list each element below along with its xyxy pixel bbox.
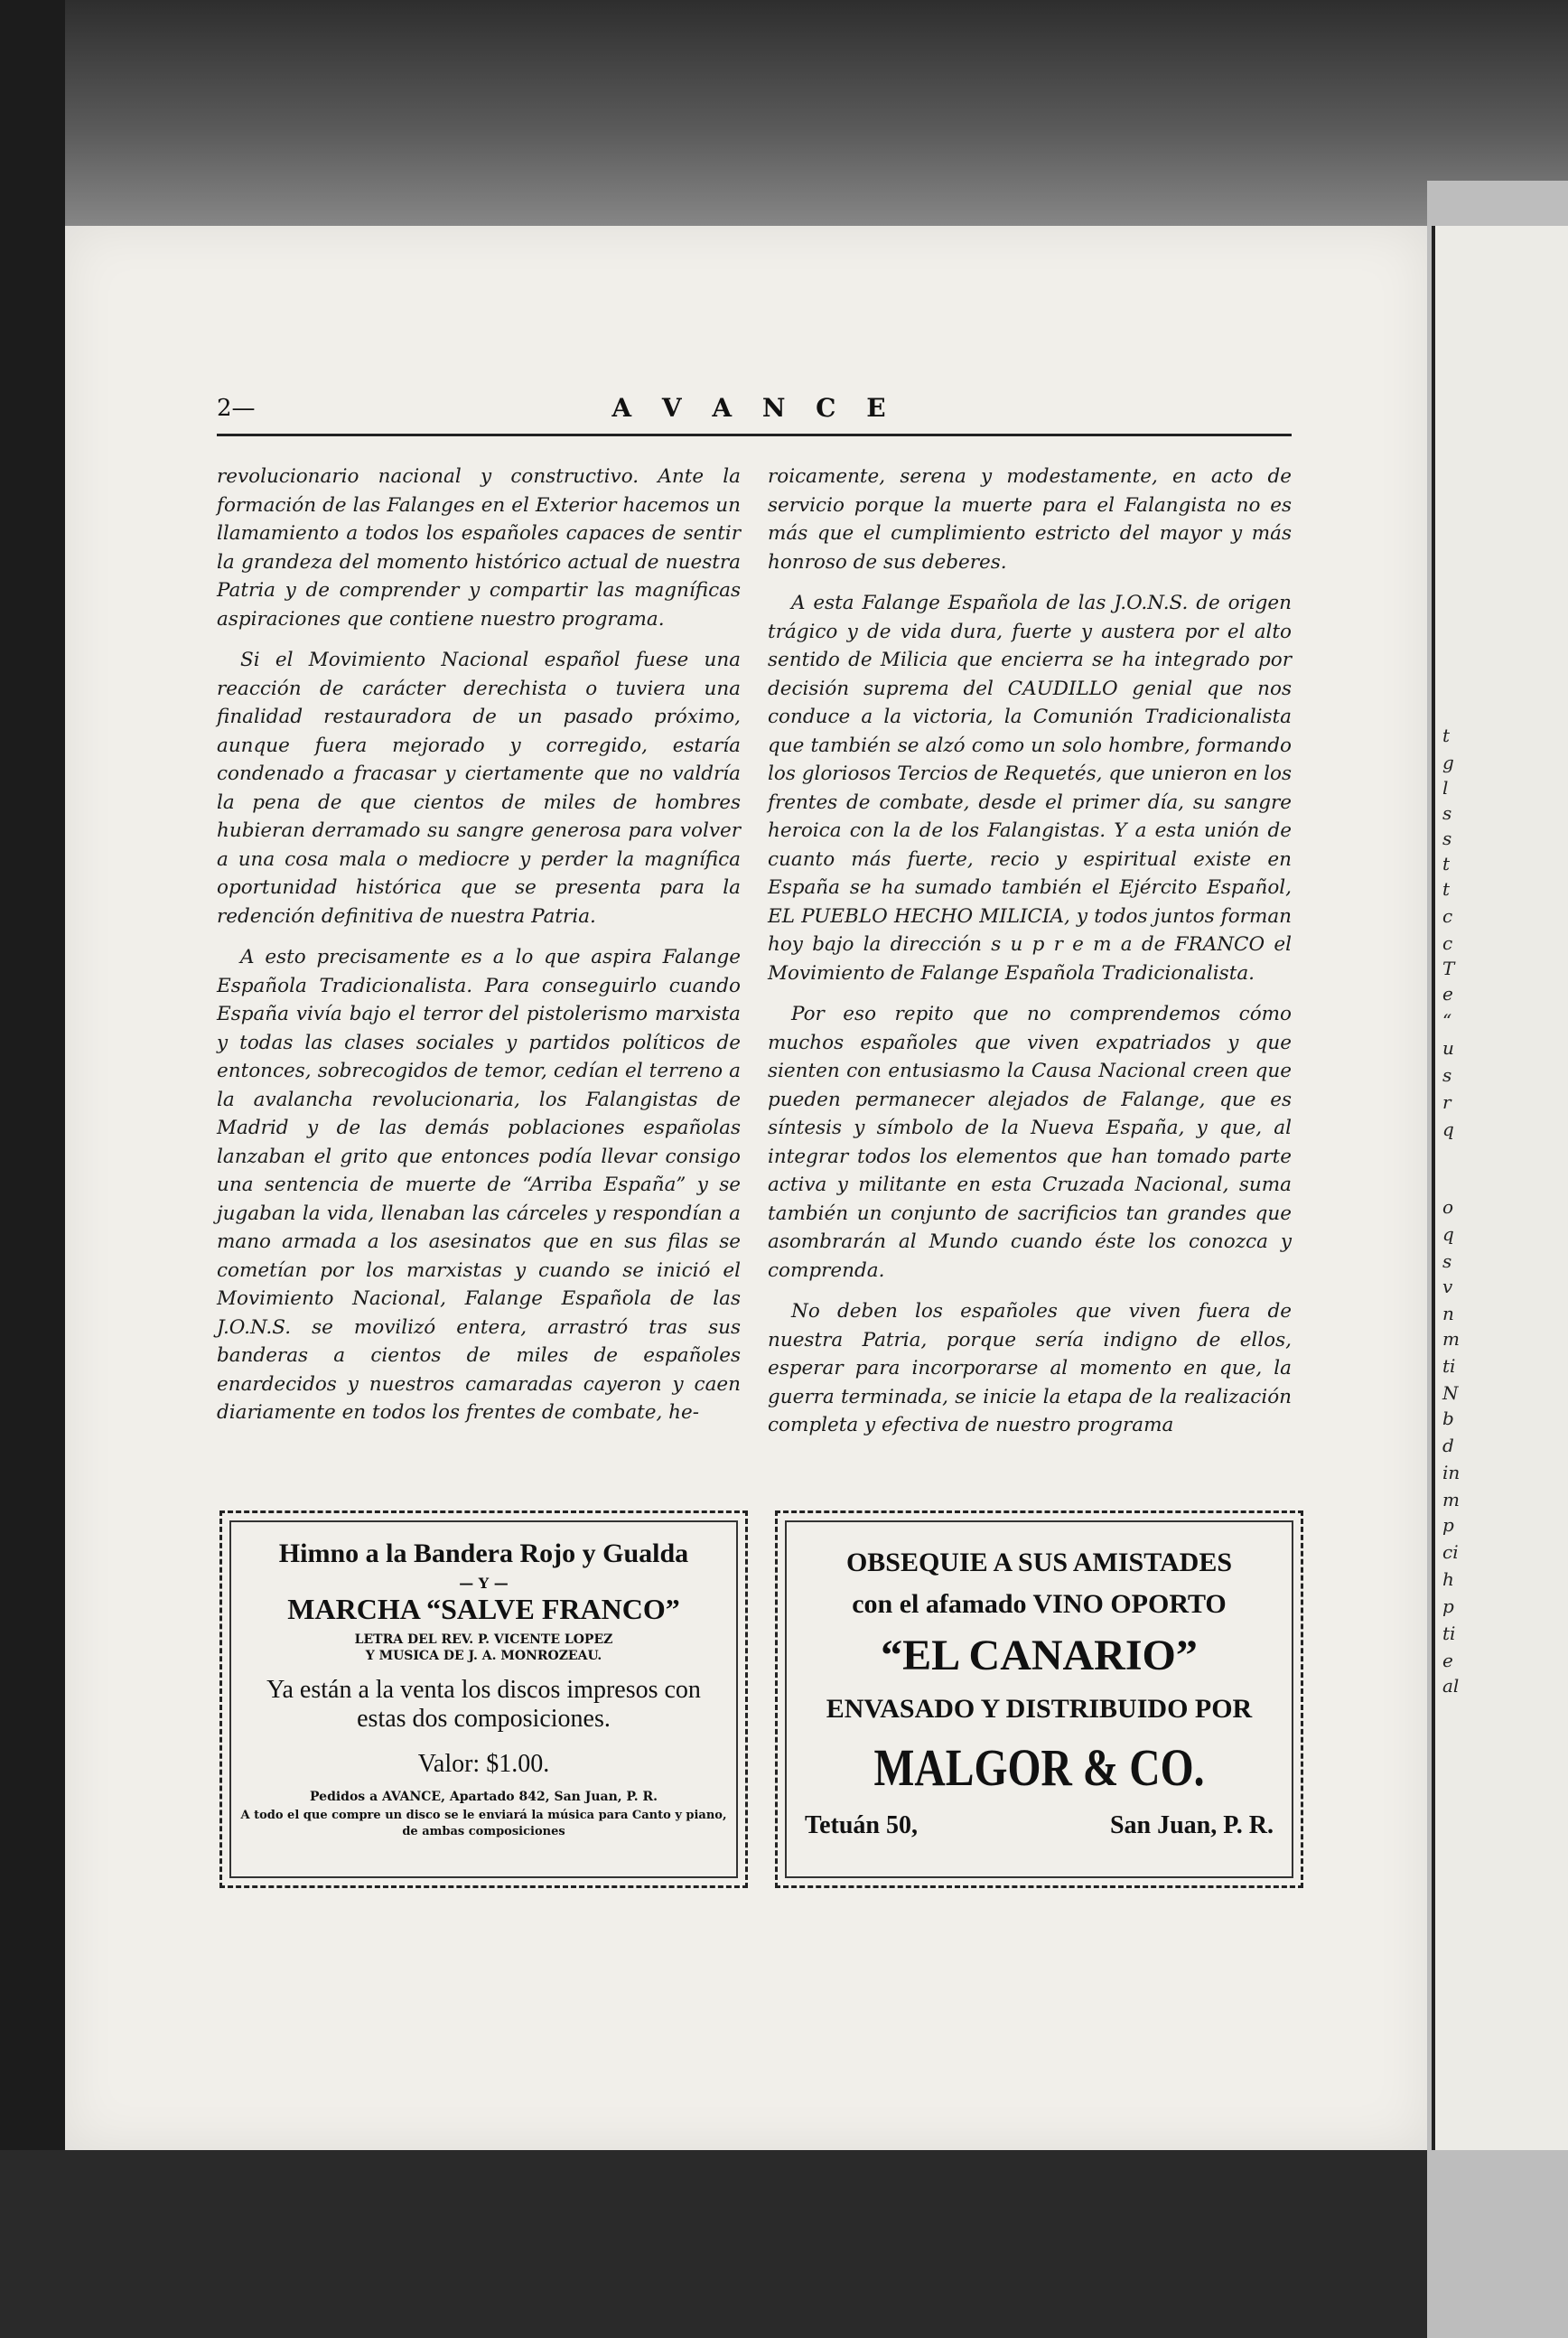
ad-brand: “EL CANARIO” [881,1632,1198,1679]
next-page-fragment: p [1442,1514,1454,1536]
next-page-fragment: q [1442,1118,1454,1140]
article-column-right [768,463,1292,1453]
next-page-fragment: ti [1442,1623,1456,1644]
next-page-fragment: ti [1442,1355,1456,1377]
next-page-fragment: c [1442,905,1453,927]
next-page-fragment: ci [1442,1541,1459,1563]
ad-credit-music: Y MUSICA DE J. A. MONROZEAU. [365,1649,602,1663]
masthead-title: A V A N C E [611,393,897,423]
next-page-fragment: t [1442,853,1451,874]
ad-distributed-by: ENVASADO Y DISTRIBUIDO POR [826,1694,1253,1724]
paragraph: No deben los españoles que viven fuera de nuestra Patria, porque sería indigno de ellos, esperar para incorporarse al momento en que, la guerra terminada, se inicie la etapa de la realización completa y efectiva de nuestro programa [768,1300,1292,1436]
next-page-fragment: e [1442,983,1453,1005]
header-rule [217,434,1292,436]
paragraph: roicamente, serena y modestamente, en acto de servicio porque la muerte para el Falangista no es más que el cumplimiento estricto del mayor y más honroso de sus deberes. [768,465,1292,574]
next-page-fragment: t [1442,878,1451,900]
next-page-fragment: m [1442,1489,1460,1510]
next-page-fragment: N [1442,1382,1459,1404]
next-page-fragment: c [1442,932,1453,954]
next-page-fragment: in [1442,1462,1461,1483]
scan-background-bottom [0,2150,1568,2338]
ad-address: Tetuán 50, [805,1811,919,1839]
next-page-fragment: s [1442,802,1452,824]
page-number: 2— [217,395,256,422]
ad-headline: OBSEQUIE A SUS AMISTADES [845,1548,1233,1577]
advertisement-himno [219,1510,748,1888]
next-page-fragment: T [1442,958,1455,979]
next-page-fragment: q [1442,1223,1454,1245]
page-header [217,393,1292,429]
paragraph: A esta Falange Española de las J.O.N.S. de origen trágico y de vida dura, fuerte y austera por el alto sentido de Milicia que encierra se ha integrado por decisión suprema del CAUDILLO genial que nos conduce a la victoria, la Comunión Tradicionalista que también se alzó como un solo hombre, formando los gloriosos Tercios de Requetés, que unieron en los frentes de combate, desde el primer día, su sangre heroica con la de los Falangistas. Y a esta unión de cuanto más fuerte, recio y espiritual existe en España se ha sumado también el Ejército Español, EL PUEBLO HECHO MILICIA, y todos juntos forman hoy bajo la dirección s u p r e m a de FRANCO el Movimiento de Falange Española Tradicionalista. [768,592,1292,985]
next-page-fragment: s [1442,1064,1452,1086]
ad-conjunction: — Y — [459,1575,509,1592]
ad-company: MALGOR & CO. [873,1738,1205,1797]
next-page-sliver [1432,226,1568,2150]
paragraph: Por eso repito que no comprendemos cómo muchos españoles que viven expatriados y que sienten con entusiasmo la Causa Nacional creen que pueden permanecer alejados de Falange, que es síntesis y símbolo de la Nueva España, y que, al integrar todos los elementos que han tomado parte activa y militante en esta Cruzada Nacional, suma también un conjunto de sacrificios tan grandes que asombrarán al Mundo cuando éste los conozca y comprenda. [768,1003,1292,1282]
next-page-fragment: s [1442,1250,1452,1272]
next-page-fragment: t [1442,725,1451,746]
next-page-fragment: al [1442,1675,1460,1697]
next-page-fragment: b [1442,1407,1454,1429]
next-page-fragment: s [1442,828,1452,849]
next-page-fragment: g [1442,752,1454,773]
paragraph: Si el Movimiento Nacional español fuese una reacción de carácter derechista o tuviera una finalidad restauradora de un pasado próximo, aunque fuera mejorado y corregido, estaría condenado a fracasar y ciertamente que no valdría la pena de que cientos de miles de hombres hubieran derramado su sangre generosa para volver a una cosa mala o mediocre y perder la magnífica oportunidad histórica que se presenta para la redención definitiva de nuestra Patria. [217,649,741,928]
next-page-fragment: h [1442,1568,1454,1590]
ad-title: Himno a la Bandera Rojo y Gualda [278,1538,689,1568]
next-page-fragment: e [1442,1650,1453,1671]
ad-city: San Juan, P. R. [1109,1811,1274,1839]
ad-order-info: Pedidos a AVANCE, Apartado 842, San Juan, P. R. [310,1790,658,1804]
next-page-fragment: l [1442,777,1449,799]
next-page-fragment: o [1442,1196,1454,1218]
ad-note: A todo el que compre un disco se le enviará la música para Canto y piano, de ambas composiciones [240,1809,727,1838]
article-column-left [217,463,741,1440]
ad-credit-lyrics: LETRA DEL REV. P. VICENTE LOPEZ [354,1632,613,1647]
paragraph: A esto precisamente es a lo que aspira Falange Española Tradicionalista. Para conseguirlo cuando España vivía bajo el terror del pistolerismo marxista y todas las clases sociales y partidos políticos de entonces, sobrecogidos de temor, cedían el terreno a la avalancha revolucionaria, los Falangistas de Madrid y de las demás poblaciones españolas lanzaban el grito que entonces podía llevar consigo una sentencia de muerte de “Arriba España” y se jugaban la vida, llenaban las cárceles y respondían a mano armada a los asesinatos que en sus filas se cometían por los marxistas y cuando se inició el Movimiento Nacional, Falange Española de las J.O.N.S. se movilizó entera, arrastró tras sus banderas a cientos de miles de españoles enardecidos y nuestros camaradas cayeron y caen diariamente en todos los frentes de combate, he- [217,946,741,1424]
paragraph: revolucionario nacional y constructivo. Ante la formación de las Falanges en el Exterior hacemos un llamamiento a todos los españoles capaces de sentir la grandeza del momento histórico actual de nuestra Patria y de comprender y compartir las magníficas aspiraciones que contiene nuestro programa. [217,465,741,631]
scan-background-top [0,0,1568,235]
next-page-fragment: d [1442,1435,1454,1456]
ad-subline: con el afamado VINO OPORTO [852,1589,1227,1619]
next-page-fragment: “ [1442,1010,1452,1032]
scan-background-left [0,0,65,2338]
next-page-fragment: p [1442,1595,1454,1617]
ad-price: Valor: $1.00. [417,1750,550,1778]
next-page-fragment: m [1442,1328,1460,1350]
advertisement-vino [775,1510,1303,1888]
next-page-fragment: r [1442,1091,1451,1113]
ad-march-title: MARCHA “SALVE FRANCO” [287,1593,680,1625]
next-page-fragment: v [1442,1276,1453,1297]
ad-sale-text: Ya están a la venta los discos impresos con estas dos composiciones. [266,1676,701,1733]
next-page-fragment: u [1442,1037,1454,1059]
next-page-fragment: n [1442,1303,1454,1324]
